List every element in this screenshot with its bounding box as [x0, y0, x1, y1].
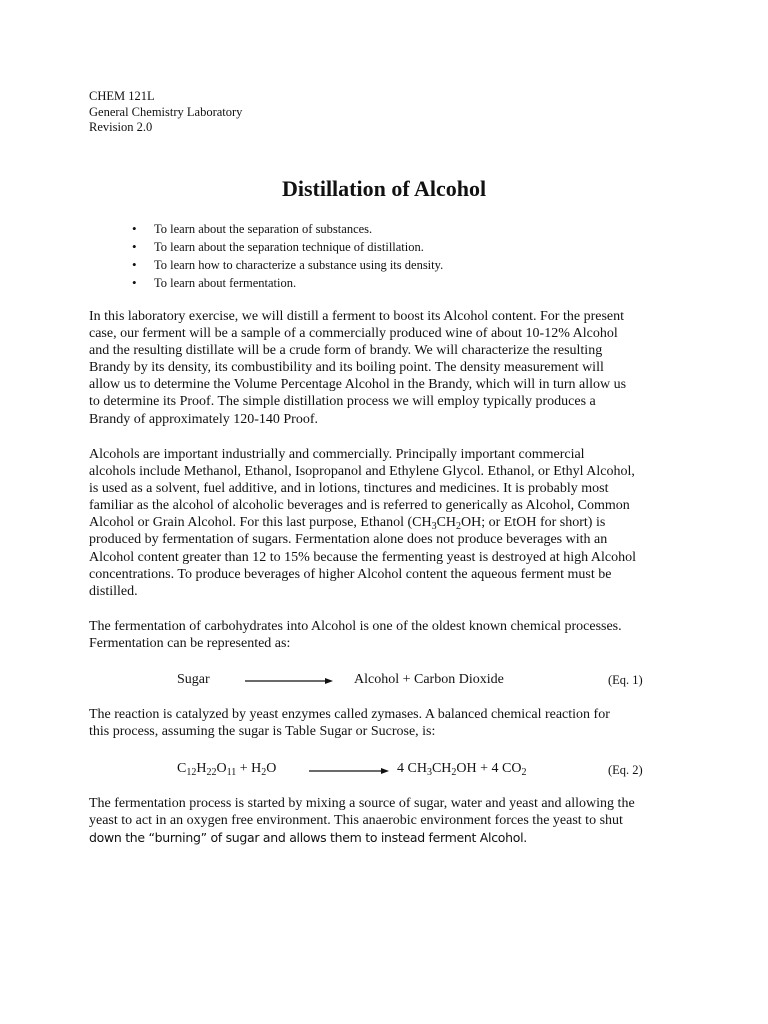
- objective-item: • To learn how to characterize a substance using its density.: [132, 257, 444, 272]
- fermentation-paragraph: [89, 618, 689, 652]
- text-line: Alcohol content greater than 12 to 15% because the fermenting yeast is destroyed at high Alcohol: [89, 549, 637, 565]
- text-line: Fermentation can be represented as:: [89, 636, 291, 652]
- text-line: this process, assuming the sugar is Table Sugar or Sucrose, is:: [89, 724, 436, 740]
- text-line: Alcohols are important industrially and commercially. Principally important commercial: [89, 447, 585, 462]
- bullet-icon: •: [132, 239, 137, 254]
- text-line: allow us to determine the Volume Percentage Alcohol in the Brandy, which will in turn allow us: [89, 377, 627, 393]
- text-line: concentrations. To produce beverages of higher Alcohol content the aqueous ferment must be: [89, 566, 612, 582]
- text-line: In this laboratory exercise, we will distill a ferment to boost its Alcohol content. For the present: [89, 309, 624, 324]
- course-code: CHEM 121L: [89, 89, 155, 103]
- alcohols-paragraph: [89, 446, 689, 600]
- document-header: [89, 89, 242, 136]
- lab-name: General Chemistry Laboratory: [89, 104, 243, 119]
- objectives-list: [132, 220, 443, 292]
- reaction-arrow-icon: [309, 768, 389, 774]
- bullet-icon: •: [132, 257, 137, 272]
- equation2-products: 4 $CH_3CH_2OH + 4$ $CO_2$: [397, 761, 527, 778]
- objective-item: • To learn about fermentation.: [132, 275, 297, 290]
- equation2-number: (Eq. 2): [608, 763, 643, 777]
- document-title: Distillation of Alcohol: [281, 176, 487, 201]
- text-line: distilled.: [89, 583, 138, 599]
- anaerobic-paragraph: [89, 795, 689, 846]
- bullet-icon: •: [132, 275, 137, 290]
- zymases-paragraph: [89, 706, 689, 740]
- text-line: The fermentation of carbohydrates into Alcohol is one of the oldest known chemical processes.: [89, 619, 622, 634]
- text-line: down the “burning” of sugar and allows them to instead ferment Alcohol.: [89, 830, 527, 846]
- text-line: Brandy of approximately 120-140 Proof.: [89, 411, 319, 427]
- objective-item: • To learn about the separation technique of distillation.: [132, 239, 424, 254]
- text-line: The fermentation process is started by mixing a source of sugar, water and yeast and allowing the: [89, 796, 635, 811]
- text-line: alcohols include Methanol, Ethanol, Isopropanol and Ethylene Glycol. Ethanol, or Ethyl Alcohol,: [89, 464, 635, 480]
- equation1-number: (Eq. 1): [608, 673, 643, 687]
- text-line: produced by fermentation of sugars. Fermentation alone does not produce beverages with an: [89, 532, 608, 548]
- text-line: yeast to act in an oxygen free environment. This anaerobic environment forces the yeast to shut: [89, 813, 623, 829]
- text-line: Brandy by its density, its combustibility and its boiling point. The density measurement will: [89, 360, 604, 376]
- text-line: is used as a solvent, fuel additive, and in lotions, tinctures and medicines. It is probably most: [89, 481, 609, 497]
- text-line: case, our ferment will be a sample of a commercially produced wine of about 10-12% Alcohol: [89, 326, 618, 342]
- text-line: familiar as the alcohol of alcoholic beverages and is referred to generically as Alcohol, Common: [89, 498, 630, 514]
- equation1-reactant: Sugar: [177, 672, 210, 687]
- equation1-products: Alcohol + Carbon Dioxide: [354, 672, 504, 687]
- objective-item: • To learn about the separation of substances.: [132, 221, 373, 236]
- intro-paragraph: [89, 308, 689, 428]
- text-line: The reaction is catalyzed by yeast enzymes called zymases. A balanced chemical reaction for: [89, 707, 610, 722]
- ethanol-formula-line: Alcohol or Grain Alcohol. For this last purpose, Ethanol ($CH_3CH_2OH$; or EtOH for short) is: [89, 515, 606, 533]
- reaction-arrow-icon: [245, 678, 333, 684]
- equation2-reactants: $C_{12}H_{22}O_{11} + H_2O$: [177, 761, 277, 778]
- text-line: and the resulting distillate will be a crude form of brandy. We will characterize the resulting: [89, 343, 603, 359]
- bullet-icon: •: [132, 221, 137, 236]
- revision-label: Revision 2.0: [89, 120, 153, 134]
- text-line: to determine its Proof. The simple distillation process we will employ typically produces a: [89, 394, 596, 410]
